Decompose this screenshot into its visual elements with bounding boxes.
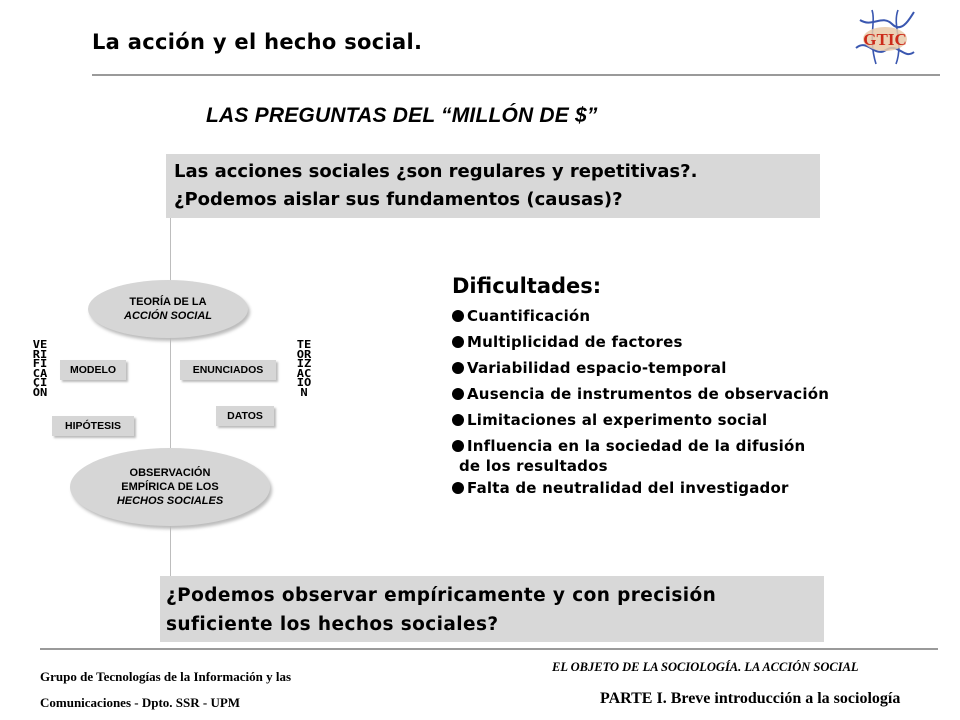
footer-organization: [40, 664, 291, 716]
teorizacion-vertical-label: TEORIZACIÓN: [296, 338, 312, 399]
gtic-logo: [852, 8, 918, 66]
enunciados-box: ENUNCIADOS: [180, 360, 276, 380]
observation-label-line2: EMPÍRICA DE LOS: [121, 481, 219, 493]
footer-left-line1: Grupo de Tecnologías de la Información y las: [40, 669, 291, 684]
theory-ellipse: [88, 280, 248, 338]
question-bottom-line2: suficiente los hechos sociales?: [166, 614, 499, 635]
footer-left-line2: Comunicaciones - Dpto. SSR - UPM: [40, 695, 241, 710]
list-item: Multiplicidad de factores: [452, 329, 829, 355]
bullet-icon: [452, 362, 464, 374]
connector-line: [170, 216, 171, 586]
list-item: Falta de neutralidad del investigador: [452, 475, 829, 501]
datos-box: DATOS: [216, 406, 274, 426]
list-item: Limitaciones al experimento social: [452, 407, 829, 433]
observation-label-line1: OBSERVACIÓN: [129, 467, 211, 479]
difficulties-list: [452, 303, 829, 501]
question-top-line2: ¿Podemos aislar sus fundamentos (causas)?: [174, 189, 623, 210]
list-item: Variabilidad espacio-temporal: [452, 355, 829, 381]
question-box-top: [166, 154, 820, 218]
list-item: Cuantificación: [452, 303, 829, 329]
hipotesis-box: HIPÓTESIS: [52, 416, 134, 436]
bullet-icon: [452, 482, 464, 494]
question-bottom-line1: ¿Podemos observar empíricamente y con precisión: [166, 585, 717, 606]
observation-ellipse: [70, 448, 270, 526]
list-item-continuation: de los resultados: [459, 457, 608, 475]
header-divider: [92, 74, 940, 76]
modelo-box: MODELO: [60, 360, 126, 380]
footer-part: PARTE I. Breve introducción a la sociología: [600, 690, 901, 707]
footer-divider: [40, 648, 938, 650]
difficulties-title: Dificultades:: [452, 274, 602, 298]
theory-label-line1: TEORÍA DE LA: [129, 296, 207, 308]
section-subtitle: LAS PREGUNTAS DEL “MILLÓN DE $”: [206, 104, 598, 127]
observation-label-line3: HECHOS SOCIALES: [116, 495, 224, 507]
verificacion-vertical-label: VERIFICACIÓN: [32, 338, 48, 399]
list-item: Ausencia de instrumentos de observación: [452, 381, 829, 407]
bullet-icon: [452, 388, 464, 400]
bullet-icon: [452, 310, 464, 322]
question-top-line1: Las acciones sociales ¿son regulares y repetitivas?.: [174, 161, 698, 182]
svg-text:GTIC: GTIC: [863, 30, 907, 49]
list-item: Influencia en la sociedad de la difusión de los resultados: [452, 433, 829, 477]
bullet-icon: [452, 336, 464, 348]
bullet-icon: [452, 440, 464, 452]
question-box-bottom: [160, 576, 824, 642]
slide-title: La acción y el hecho social.: [92, 30, 423, 54]
bullet-icon: [452, 414, 464, 426]
theory-label-line2: ACCIÓN SOCIAL: [124, 310, 212, 322]
footer-topic: EL OBJETO DE LA SOCIOLOGÍA. LA ACCIÓN SOCIAL: [552, 660, 859, 674]
